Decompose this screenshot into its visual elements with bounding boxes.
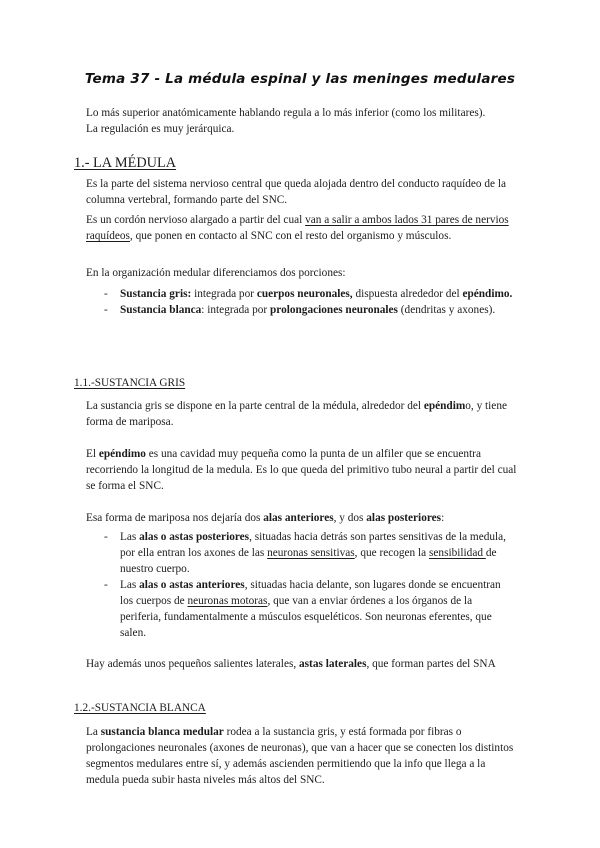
p-text: Esa forma de mariposa nos dejaría dos — [86, 512, 264, 524]
p2-text-b: , que ponen en contacto al SNC con el resto del organismo y músculos. — [129, 230, 452, 242]
underlined-neuronas-motoras: neuronas motoras — [187, 595, 268, 607]
list-text: de nuestro cuerpo. — [120, 547, 497, 575]
list-item — [86, 302, 516, 318]
term-sustancia-blanca: Sustancia blanca — [120, 304, 202, 316]
section-heading-sustancia-blanca: 1.2.-SUSTANCIA BLANCA — [74, 702, 206, 714]
list-text: , situadas hacia delante, son lugares donde se encuentran los cuerpos de — [120, 579, 501, 607]
list-text: , situadas hacia detrás son partes sensitivas de la medula, por ella entran los axones de las — [120, 531, 507, 559]
section12-p1 — [86, 724, 518, 788]
list-bold: epéndimo. — [462, 288, 513, 300]
p2-text-a: Es un cordón nervioso alargado a partir del cual — [86, 214, 306, 226]
intro-line-1: Lo más superior anatómicamente hablando regula a lo más inferior (como los militares). — [86, 107, 486, 119]
section11-p4 — [86, 656, 536, 672]
underlined-sensibilidad: sensibilidad — [429, 547, 486, 559]
p-text: o, y tiene forma de mariposa. — [86, 400, 507, 428]
list-text: (dendritas y axones). — [397, 304, 496, 316]
list-text: Las — [120, 579, 140, 591]
section1-p1 — [86, 176, 518, 208]
p-text: La — [86, 726, 101, 738]
list-bullet: - — [104, 288, 108, 300]
list-bullet: - — [104, 304, 108, 316]
term-astas-anteriores: alas o astas anteriores — [139, 579, 245, 591]
term-sustancia-blanca-medular: sustancia blanca medular — [100, 726, 224, 738]
list-item — [86, 286, 516, 302]
p-text: : — [441, 512, 445, 524]
section-heading-medula: 1.- LA MÉDULA — [74, 155, 177, 171]
term-ependimo: epéndimo — [98, 448, 146, 460]
term-alas-posteriores: alas posteriores — [366, 512, 442, 524]
underlined-neuronas-sensitivas: neuronas sensitivas — [267, 547, 355, 559]
p-text: , que forman partes del SNA — [366, 658, 496, 670]
list-bullet: - — [104, 531, 108, 543]
p-text: La sustancia gris se dispone en la parte central de la médula, alrededor del — [86, 400, 424, 412]
section11-p3 — [86, 510, 526, 526]
porciones-list — [86, 286, 516, 318]
porciones-intro: En la organización medular diferenciamos dos porciones: — [86, 267, 346, 279]
list-bold: prolongaciones neuronales — [270, 304, 398, 316]
list-text: integrada por — [191, 288, 257, 300]
list-text: dispuesta alrededor del — [352, 288, 463, 300]
list-text: , que recogen la — [354, 547, 430, 559]
p-text: , y dos — [333, 512, 367, 524]
section1-p2 — [86, 212, 516, 244]
p-text: es una cavidad muy pequeña como la punta de un alfiler que se encuentra recorriendo la longitud de la medula. Es lo que queda del primitivo tubo neural a partir del cual se forma el SNC. — [86, 448, 517, 492]
list-text: Las — [120, 531, 140, 543]
term-astas-posteriores: alas o astas posteriores — [139, 531, 250, 543]
p-text: Hay además unos pequeños salientes laterales, — [86, 658, 300, 670]
list-bullet: - — [104, 579, 108, 591]
intro-line-2: La regulación es muy jerárquica. — [86, 123, 235, 135]
term-alas-anteriores: alas anteriores — [263, 512, 334, 524]
section11-p1 — [86, 398, 516, 430]
list-text: , que van a enviar órdenes a los órganos de la periferia, fundamentalmente a músculos esqueléticos. Son neuronas eferentes, que salen. — [120, 595, 492, 639]
p-text: El — [86, 448, 99, 460]
list-text: : integrada por — [201, 304, 270, 316]
section-heading-sustancia-gris: 1.1.-SUSTANCIA GRIS — [74, 377, 186, 389]
section1-p3 — [86, 265, 526, 281]
p-text: rodea a la sustancia gris, y está formada por fibras o prolongaciones neuronales (axones de neuronas), que van a hacer que se conecten los distintos segmentos medulares entre sí, y además ascienden permitiendo que la info que llega a la medula pueda subir hasta niveles más altos del SNC. — [86, 726, 514, 786]
term-astas-laterales: astas laterales — [299, 658, 367, 670]
list-item — [86, 529, 512, 577]
section11-p2 — [86, 446, 526, 494]
page-title: Tema 37 - La médula espinal y las meninges medulares — [84, 71, 516, 87]
astas-list — [86, 529, 512, 641]
term-ependimo: epéndim — [423, 400, 466, 412]
list-item — [86, 577, 512, 641]
term-sustancia-gris: Sustancia gris: — [120, 288, 192, 300]
p2-underlined: van a salir a ambos lados 31 pares de nervios raquídeos — [86, 214, 509, 242]
list-bold: cuerpos neuronales, — [256, 288, 353, 300]
intro-paragraph — [86, 105, 526, 137]
medula-definition: Es la parte del sistema nervioso central que queda alojada dentro del conducto raquídeo de la columna vertebral, formando parte del SNC. — [86, 178, 507, 206]
